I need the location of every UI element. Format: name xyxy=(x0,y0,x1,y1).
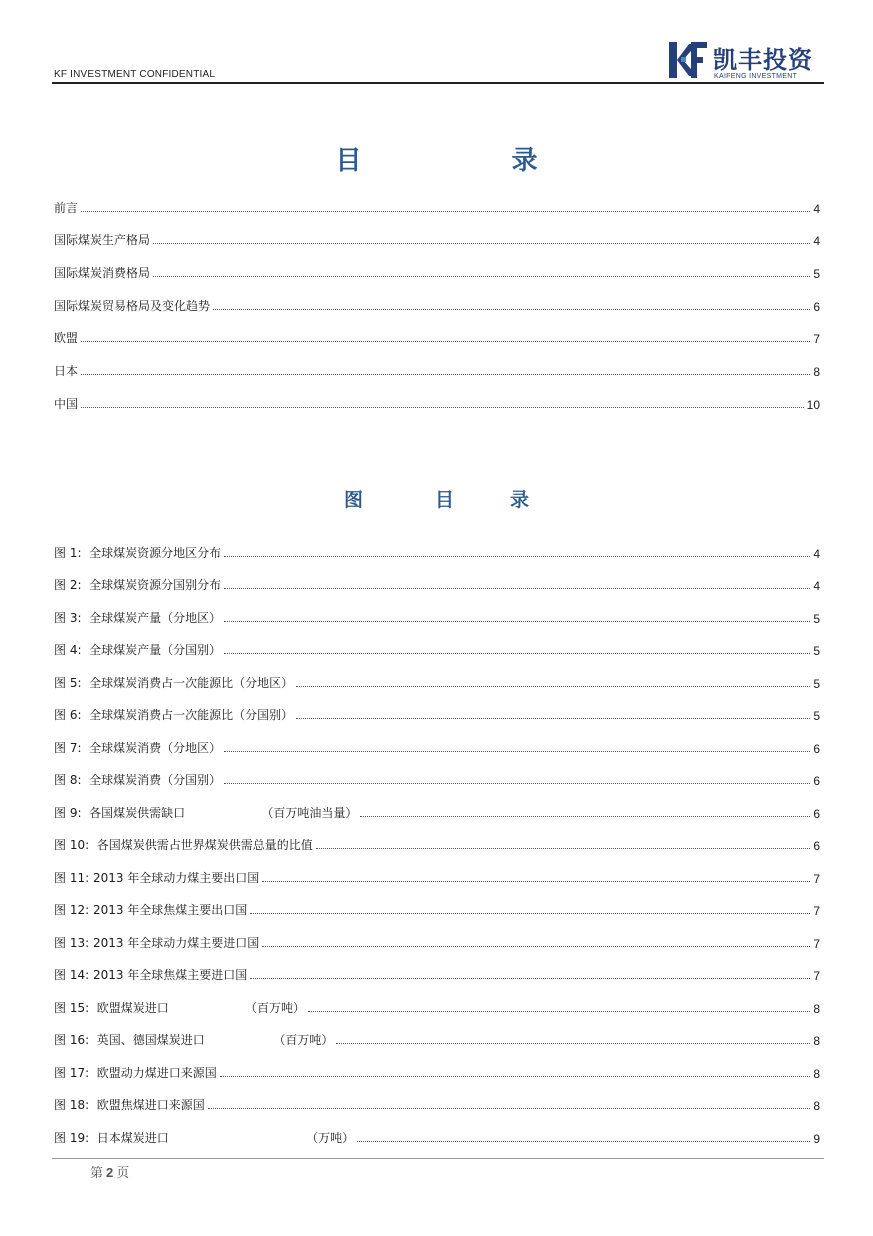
figure-entry[interactable] xyxy=(54,853,820,886)
toc-title-char: 录 xyxy=(511,146,538,176)
dot-leader xyxy=(262,945,810,947)
dot-leader xyxy=(153,275,810,277)
dot-leader xyxy=(296,717,810,719)
dot-leader xyxy=(224,620,810,622)
footer-divider xyxy=(52,1158,824,1159)
toc-entry-label: 国际煤炭消费格局 xyxy=(54,266,151,281)
figure-entry-label: 图 10: 各国煤炭供需占世界煤炭供需总量的比值 xyxy=(54,838,313,852)
toc-entry-label: 国际煤炭贸易格局及变化趋势 xyxy=(54,298,211,313)
figure-entry[interactable] xyxy=(54,658,820,691)
page-number-value: 2 xyxy=(106,1165,114,1180)
dot-leader xyxy=(224,782,810,784)
dot-leader xyxy=(357,1140,810,1142)
figure-entry-label: 图 17: 欧盟动力煤进口来源国 xyxy=(54,1065,217,1080)
dot-leader xyxy=(208,1107,811,1109)
figure-entry-label: 图 19: 日本煤炭进口 （万吨） xyxy=(54,1130,355,1145)
figure-toc-title xyxy=(0,485,873,512)
dot-leader xyxy=(81,406,804,408)
dot-leader xyxy=(224,652,810,654)
header-divider xyxy=(52,82,824,84)
dot-leader xyxy=(224,750,810,752)
figure-entry[interactable] xyxy=(54,593,820,626)
logo-chinese-name: 凯丰投资 xyxy=(713,46,813,74)
figure-toc-title-char: 图 xyxy=(343,489,363,511)
dot-leader xyxy=(360,815,810,817)
toc-entry-page: 10 xyxy=(806,397,820,412)
figure-entry-page: 7 xyxy=(813,904,820,918)
figure-entry-label: 图 2: 全球煤炭资源分国别分布 xyxy=(54,578,222,592)
figure-entry-page: 6 xyxy=(813,806,820,821)
figure-entry-label: 图 18: 欧盟焦煤进口来源国 xyxy=(54,1098,205,1112)
figure-entry-page: 5 xyxy=(813,709,820,723)
figure-entry-label: 图 14: 2013 年全球焦煤主要进口国 xyxy=(54,968,248,982)
figure-entry[interactable] xyxy=(54,1113,820,1146)
figure-entry-page: 5 xyxy=(813,644,820,658)
dot-leader xyxy=(262,880,810,882)
toc-entry[interactable] xyxy=(54,216,820,249)
figure-entry-page: 7 xyxy=(813,969,820,983)
toc-entry-label: 中国 xyxy=(54,396,79,411)
figure-table-of-contents xyxy=(54,528,820,1146)
dot-leader xyxy=(250,977,810,979)
figure-entry[interactable] xyxy=(54,886,820,919)
figure-entry-page: 8 xyxy=(813,1066,820,1081)
toc-entry-page: 5 xyxy=(813,267,820,282)
toc-entry-page: 8 xyxy=(813,365,820,380)
figure-entry-page: 9 xyxy=(813,1131,820,1146)
figure-entry-label: 图 5: 全球煤炭消费占一次能源比（分地区） xyxy=(54,675,294,690)
figure-entry-page: 8 xyxy=(813,1034,820,1048)
figure-entry-page: 4 xyxy=(813,546,820,561)
page-number xyxy=(90,1162,129,1181)
toc-entry-label: 国际煤炭生产格局 xyxy=(54,233,151,248)
dot-leader xyxy=(81,373,810,375)
figure-entry-label: 图 1: 全球煤炭资源分地区分布 xyxy=(54,545,222,560)
dot-leader xyxy=(213,308,810,310)
toc-entry-page: 6 xyxy=(813,299,820,314)
toc-entry[interactable] xyxy=(54,346,820,379)
dot-leader xyxy=(336,1042,810,1044)
dot-leader xyxy=(296,685,810,687)
toc-entry-label: 欧盟 xyxy=(54,331,79,346)
figure-entry[interactable] xyxy=(54,1081,820,1114)
figure-entry-label: 图 3: 全球煤炭产量（分地区） xyxy=(54,610,222,625)
dot-leader xyxy=(220,1075,811,1077)
figure-entry-label: 图 9: 各国煤炭供需缺口 （百万吨油当量） xyxy=(54,805,358,820)
figure-entry-label: 图 11: 2013 年全球动力煤主要出口国 xyxy=(54,870,260,885)
figure-entry[interactable] xyxy=(54,1048,820,1081)
toc-entry[interactable] xyxy=(54,314,820,347)
figure-entry-label: 图 12: 2013 年全球焦煤主要出口国 xyxy=(54,903,248,917)
toc-entry-page: 4 xyxy=(813,201,820,216)
toc-entry-label: 前言 xyxy=(54,200,79,215)
dot-leader xyxy=(250,912,810,914)
toc-entry[interactable] xyxy=(54,281,820,314)
figure-entry-page: 6 xyxy=(813,741,820,756)
dot-leader xyxy=(81,340,810,342)
kf-logo-icon xyxy=(667,40,707,80)
dot-leader xyxy=(81,210,810,212)
figure-entry-label: 图 7: 全球煤炭消费（分地区） xyxy=(54,740,222,755)
logo-english-name: KAIFENG INVESTMENT xyxy=(714,73,798,80)
toc-entry-page: 7 xyxy=(813,332,820,347)
toc-entry[interactable] xyxy=(54,183,820,216)
toc-entry[interactable] xyxy=(54,379,820,412)
figure-entry[interactable] xyxy=(54,561,820,594)
toc-entry-page: 4 xyxy=(813,234,820,249)
figure-entry-page: 5 xyxy=(813,611,820,626)
figure-entry-label: 图 16: 英国、德国煤炭进口 （百万吨） xyxy=(54,1033,334,1047)
toc-title xyxy=(0,140,873,177)
figure-toc-title-char: 录 xyxy=(510,489,530,511)
figure-entry-page: 8 xyxy=(813,1001,820,1016)
company-logo xyxy=(667,40,827,84)
figure-entry-page: 4 xyxy=(813,579,820,593)
figure-entry[interactable] xyxy=(54,983,820,1016)
toc-title-char: 目 xyxy=(335,146,362,176)
page-number-prefix: 第 xyxy=(90,1166,104,1181)
figure-entry[interactable] xyxy=(54,788,820,821)
dot-leader xyxy=(224,587,810,589)
dot-leader xyxy=(316,847,811,849)
figure-entry-page: 5 xyxy=(813,676,820,691)
dot-leader xyxy=(153,242,810,244)
figure-entry-page: 6 xyxy=(813,774,820,788)
confidential-label: KF INVESTMENT CONFIDENTIAL xyxy=(54,69,216,80)
figure-entry[interactable] xyxy=(54,626,820,659)
figure-entry-page: 7 xyxy=(813,936,820,951)
figure-entry-page: 8 xyxy=(813,1099,820,1113)
table-of-contents xyxy=(54,183,820,412)
figure-entry-label: 图 4: 全球煤炭产量（分国别） xyxy=(54,643,222,657)
dot-leader xyxy=(224,555,810,557)
figure-entry-label: 图 8: 全球煤炭消费（分国别） xyxy=(54,773,222,787)
figure-entry[interactable] xyxy=(54,918,820,951)
figure-toc-title-char: 目 xyxy=(434,489,454,511)
figure-entry[interactable] xyxy=(54,821,820,854)
figure-entry-page: 7 xyxy=(813,871,820,886)
figure-entry-page: 6 xyxy=(813,839,820,853)
figure-entry[interactable] xyxy=(54,528,820,561)
figure-entry[interactable] xyxy=(54,1016,820,1049)
toc-entry[interactable] xyxy=(54,248,820,281)
figure-entry-label: 图 15: 欧盟煤炭进口 （百万吨） xyxy=(54,1000,306,1015)
toc-entry-label: 日本 xyxy=(54,364,79,379)
dot-leader xyxy=(308,1010,810,1012)
figure-entry[interactable] xyxy=(54,691,820,724)
figure-entry-label: 图 13: 2013 年全球动力煤主要进口国 xyxy=(54,935,260,950)
page-number-suffix: 页 xyxy=(116,1166,130,1181)
figure-entry-label: 图 6: 全球煤炭消费占一次能源比（分国别） xyxy=(54,708,294,722)
figure-entry[interactable] xyxy=(54,756,820,789)
figure-entry[interactable] xyxy=(54,951,820,984)
figure-entry[interactable] xyxy=(54,723,820,756)
